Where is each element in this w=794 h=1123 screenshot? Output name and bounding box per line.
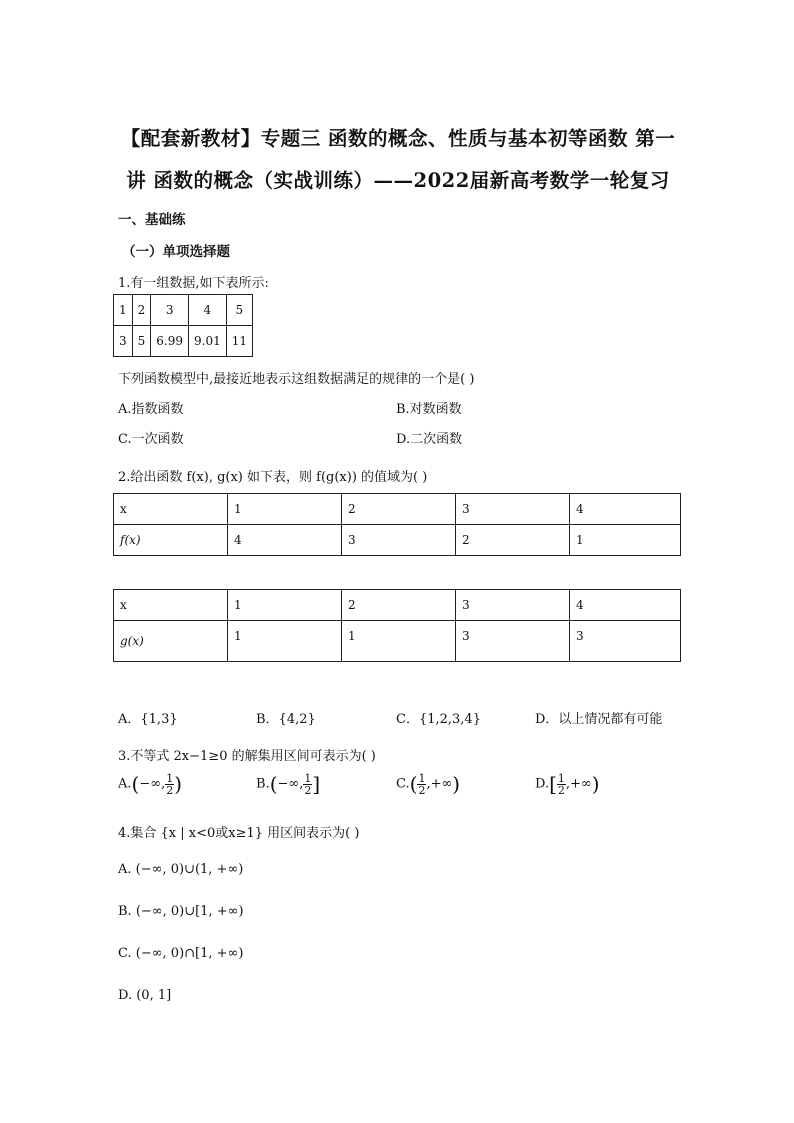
q3-option-c: C.( $\frac{1}{2}$ ,+∞) — [396, 771, 461, 797]
table-cell: 6.99 — [151, 326, 189, 357]
table-cell: 3 — [342, 525, 456, 556]
interval-left: −∞, — [139, 776, 166, 792]
table-cell: 2 — [342, 494, 456, 525]
table-cell: g(x) — [114, 621, 228, 662]
table-cell: 2 — [342, 590, 456, 621]
table-row — [114, 621, 681, 662]
table-cell: 1 — [570, 525, 681, 556]
table-cell: 5 — [226, 295, 252, 326]
table-cell: 4 — [570, 590, 681, 621]
q3-option-d: D.[ $\frac{1}{2}$ ,+∞) — [535, 771, 600, 797]
q4-stem: 4.集合 {x | x<0或x≥1} 用区间表示为( ) — [118, 826, 360, 841]
interval-right: ,+∞ — [565, 776, 592, 792]
interval-left: −∞, — [277, 776, 304, 792]
option-label: C. — [396, 776, 410, 792]
table-cell: 1 — [228, 590, 342, 621]
q1-stem: 1.有一组数据,如下表所示: — [118, 276, 269, 291]
table-cell: 3 — [570, 621, 681, 662]
q1-option-d: D.二次函数 — [396, 432, 463, 447]
table-cell: 4 — [228, 525, 342, 556]
q3-option-b: B.(−∞, $\frac{1}{2}$ ] — [256, 771, 321, 797]
table-row — [114, 525, 681, 556]
q3-stem: 3.不等式 2x−1≥0 的解集用区间可表示为( ) — [118, 749, 376, 764]
table-cell: x — [114, 590, 228, 621]
table-row — [114, 590, 681, 621]
q4-option-b: B. (−∞, 0)∪[1, +∞) — [118, 904, 244, 919]
table-cell: 9.01 — [189, 326, 227, 357]
table-cell: 1 — [228, 494, 342, 525]
table-cell: 3 — [456, 621, 570, 662]
q1-option-c: C.一次函数 — [118, 432, 184, 447]
table-cell: 4 — [189, 295, 227, 326]
q2-option-d: D．以上情况都有可能 — [535, 712, 663, 727]
q1-option-b: B.对数函数 — [396, 402, 462, 417]
table-cell: 3 — [456, 590, 570, 621]
table-cell: x — [114, 494, 228, 525]
fraction: $\frac{1}{2}$ — [418, 771, 426, 797]
q3-option-a: A.(−∞, $\frac{1}{2}$ ) — [118, 771, 183, 797]
table-cell: 1 — [342, 621, 456, 662]
section-heading-single-choice: （一）单项选择题 — [122, 244, 230, 260]
q2-stem: 2.给出函数 f(x), g(x) 如下表，则 f(g(x)) 的值域为( ) — [118, 470, 428, 485]
q2-option-a: A．{1,3} — [118, 712, 178, 727]
table-cell: 2 — [132, 295, 151, 326]
table-row — [114, 326, 253, 357]
q1-question: 下列函数模型中,最接近地表示这组数据满足的规律的一个是( ) — [118, 372, 475, 387]
q1-table — [113, 294, 253, 357]
option-label: D. — [535, 776, 550, 792]
fraction: $\frac{1}{2}$ — [166, 771, 174, 797]
table-cell: 2 — [456, 525, 570, 556]
table-cell: 3 — [456, 494, 570, 525]
table-cell: 3 — [151, 295, 189, 326]
q2-option-b: B．{4,2} — [256, 712, 316, 727]
section-heading-basic: 一、基础练 — [118, 212, 186, 228]
table-row — [114, 295, 253, 326]
table-cell: 5 — [132, 326, 151, 357]
fraction: $\frac{1}{2}$ — [557, 771, 565, 797]
table-cell: 1 — [114, 295, 133, 326]
interval-right: ,+∞ — [426, 776, 453, 792]
table-cell: 1 — [228, 621, 342, 662]
table-row — [114, 494, 681, 525]
fraction: $\frac{1}{2}$ — [304, 771, 312, 797]
q2-table-g — [113, 589, 681, 662]
q4-option-c: C. (−∞, 0)∩[1, +∞) — [118, 946, 244, 961]
q4-option-a: A. (−∞, 0)∪(1, +∞) — [118, 862, 244, 877]
q1-option-a: A.指数函数 — [118, 402, 184, 417]
option-label: B. — [256, 776, 270, 792]
table-cell: 11 — [226, 326, 252, 357]
table-cell: f(x) — [114, 525, 228, 556]
q4-option-d: D. (0, 1] — [118, 988, 172, 1003]
q2-table-f — [113, 493, 681, 556]
q2-option-c: C．{1,2,3,4} — [396, 712, 481, 727]
option-label: A. — [118, 776, 132, 792]
table-cell: 3 — [114, 326, 133, 357]
page-title: 【配套新教材】专题三 函数的概念、性质与基本初等函数 第一讲 函数的概念（实战训练）——2022届新高考数学一轮复习 — [120, 127, 676, 192]
table-cell: 4 — [570, 494, 681, 525]
